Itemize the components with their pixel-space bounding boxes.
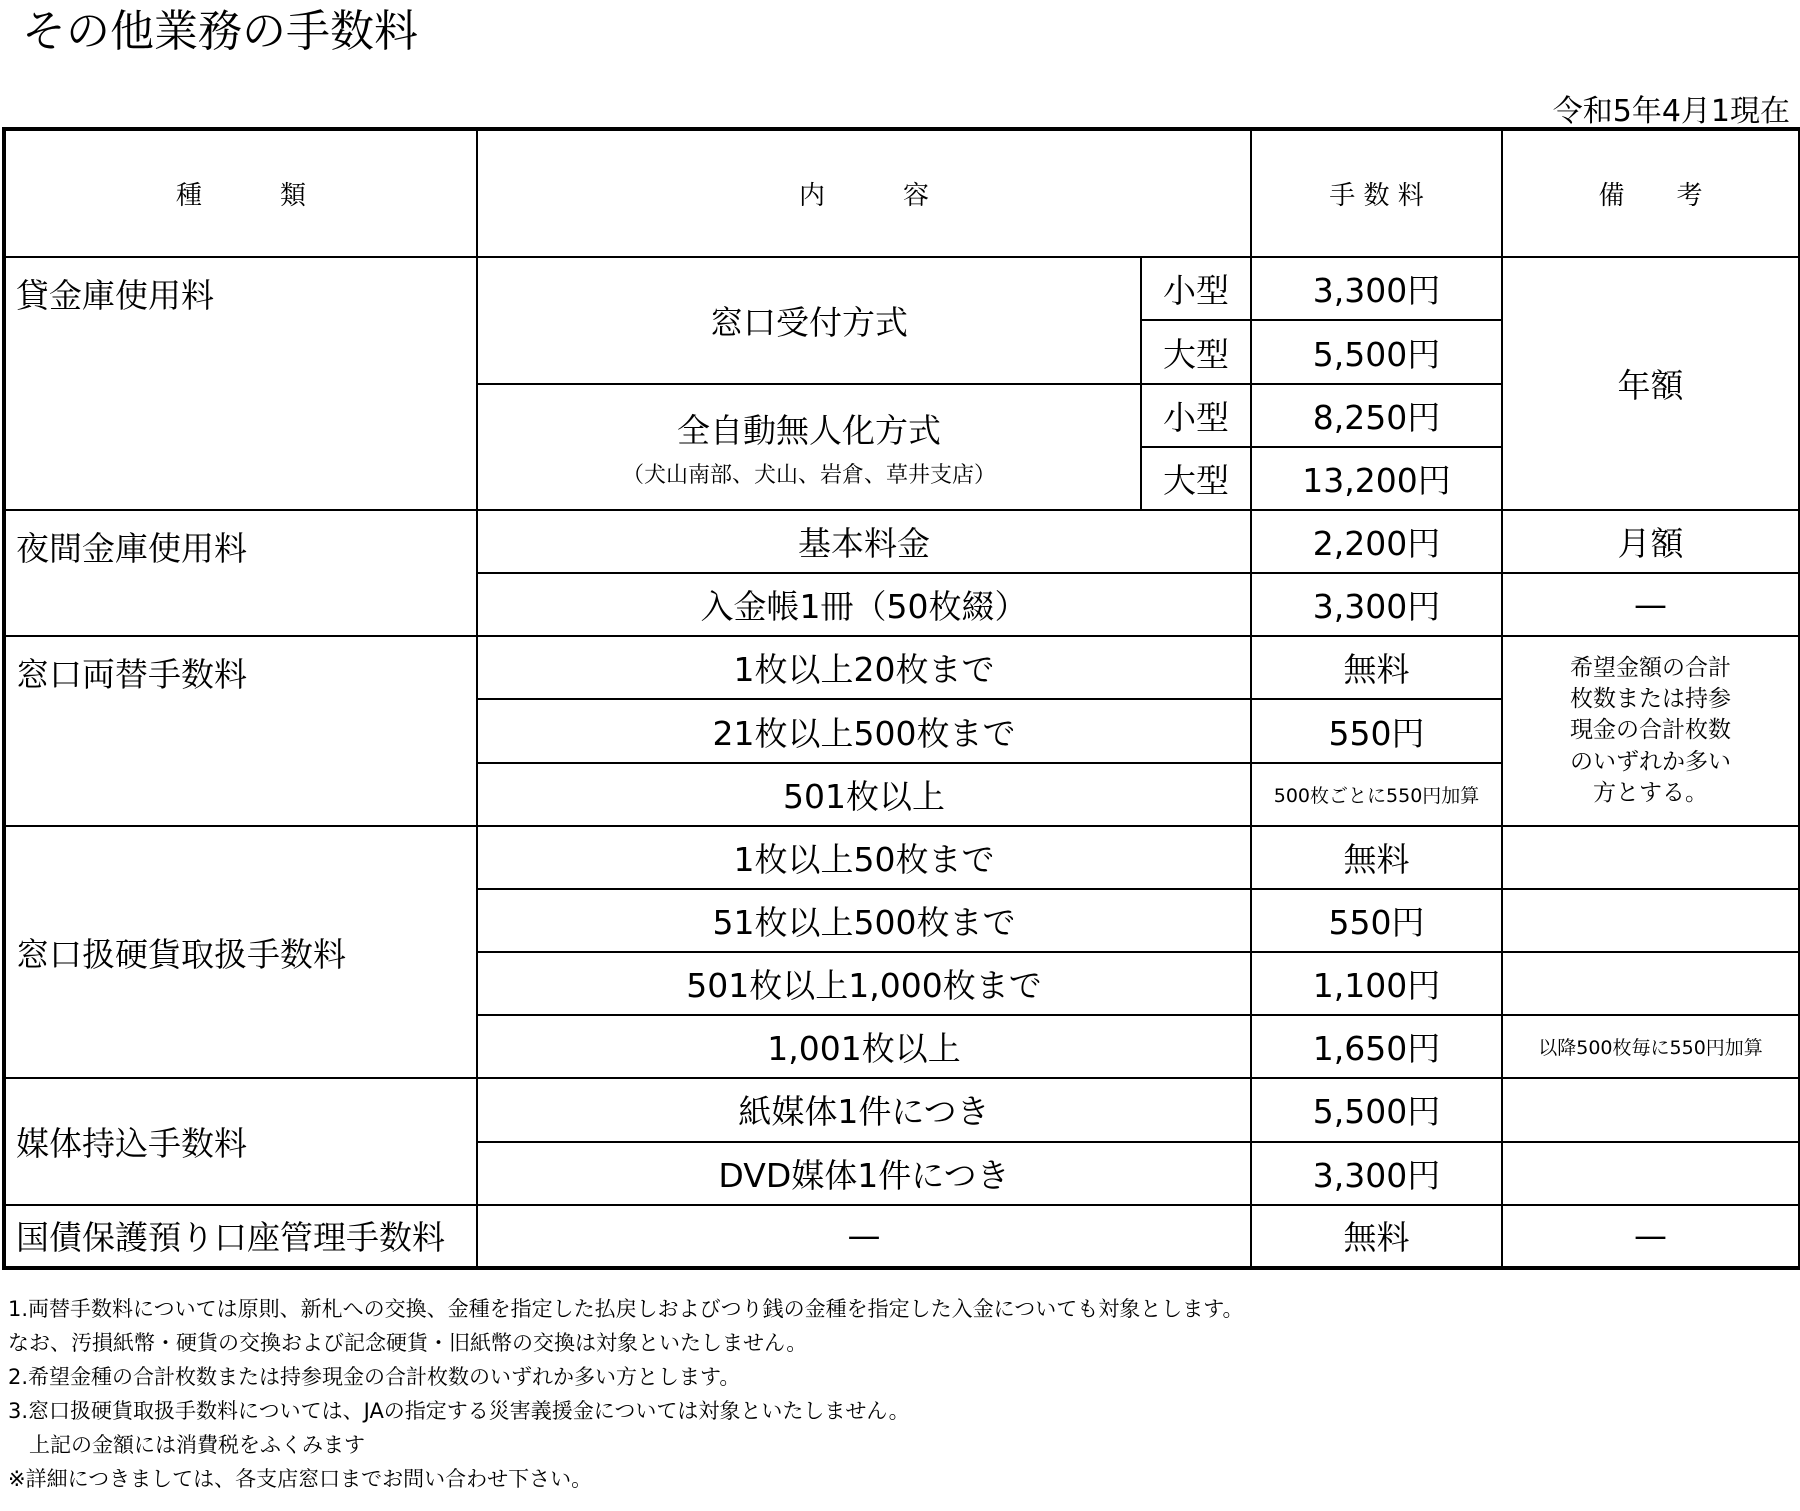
table-header-row <box>4 129 1800 257</box>
size-large: 大型 <box>1141 320 1251 383</box>
content-cell: 入金帳1冊（50枚綴） <box>477 573 1251 636</box>
note-exchange <box>1502 636 1800 825</box>
header-fee: 手 数 料 <box>1251 129 1502 257</box>
fee-cell: 2,200円 <box>1251 510 1502 573</box>
content-cell: 21枚以上500枚まで <box>477 699 1251 762</box>
fee-cell: 3,300円 <box>1251 257 1502 320</box>
header-content: 内 容 <box>477 129 1251 257</box>
fee-cell: 5,500円 <box>1251 320 1502 383</box>
content-counter-method: 窓口受付方式 <box>477 257 1141 383</box>
note-cell <box>1502 826 1800 889</box>
fee-cell: 5,500円 <box>1251 1078 1502 1141</box>
fee-cell: 550円 <box>1251 699 1502 762</box>
note-cell <box>1502 1078 1800 1141</box>
content-cell: 501枚以上1,000枚まで <box>477 952 1251 1015</box>
table-row <box>4 257 1800 320</box>
note-monthly: 月額 <box>1502 510 1800 573</box>
fee-cell: 1,650円 <box>1251 1015 1502 1078</box>
type-jgb: 国債保護預り口座管理手数料 <box>4 1205 477 1268</box>
table-row <box>4 510 1800 573</box>
fee-cell: 無料 <box>1251 1205 1502 1268</box>
content-cell: 51枚以上500枚まで <box>477 889 1251 952</box>
as-of-date: 令和5年4月1現在 <box>1552 94 1790 129</box>
size-small: 小型 <box>1141 257 1251 320</box>
content-cell: 基本料金 <box>477 510 1251 573</box>
content-cell: 1枚以上50枚まで <box>477 826 1251 889</box>
header-type: 種 類 <box>4 129 477 257</box>
fee-table <box>2 127 1800 1270</box>
fee-cell: 500枚ごとに550円加算 <box>1251 763 1502 826</box>
type-coin: 窓口扱硬貨取扱手数料 <box>4 826 477 1079</box>
content-cell: 1枚以上20枚まで <box>477 636 1251 699</box>
table-row <box>4 826 1800 889</box>
content-cell: DVD媒体1件につき <box>477 1142 1251 1205</box>
fee-cell: 無料 <box>1251 826 1502 889</box>
type-exchange: 窓口両替手数料 <box>4 636 477 825</box>
fee-cell: 3,300円 <box>1251 1142 1502 1205</box>
note-line: 希望金額の合計 <box>1570 655 1732 682</box>
note-cell: — <box>1502 1205 1800 1268</box>
auto-method-branches: （犬山南部、犬山、岩倉、草井支店） <box>621 462 996 488</box>
footnote-line: ※詳細につきましては、各支店窓口までお問い合わせ下さい。 <box>8 1467 593 1491</box>
note-cell <box>1502 1142 1800 1205</box>
footnote-line: 3.窓口扱硬貨取扱手数料については、JAの指定する災害義援金については対象といたしません。 <box>8 1399 910 1423</box>
note-line: 現金の合計枚数 <box>1570 717 1732 744</box>
size-small: 小型 <box>1141 384 1251 447</box>
type-media: 媒体持込手数料 <box>4 1078 477 1204</box>
note-annual: 年額 <box>1502 257 1800 510</box>
note-cell: 以降500枚毎に550円加算 <box>1502 1015 1800 1078</box>
note-line: 枚数または持参 <box>1570 686 1732 713</box>
fee-cell: 3,300円 <box>1251 573 1502 636</box>
note-line: のいずれか多い <box>1570 748 1732 775</box>
auto-method-label: 全自動無人化方式 <box>677 410 941 450</box>
table-row <box>4 636 1800 699</box>
content-cell: 501枚以上 <box>477 763 1251 826</box>
footnote-line: 上記の金額には消費税をふくみます <box>8 1433 365 1457</box>
header-note: 備 考 <box>1502 129 1800 257</box>
fee-cell: 1,100円 <box>1251 952 1502 1015</box>
size-large: 大型 <box>1141 447 1251 510</box>
table-row <box>4 1078 1800 1141</box>
footnotes <box>8 1292 1244 1496</box>
content-cell: 1,001枚以上 <box>477 1015 1251 1078</box>
content-cell: 紙媒体1件につき <box>477 1078 1251 1141</box>
note-dash: — <box>1502 573 1800 636</box>
fee-cell: 無料 <box>1251 636 1502 699</box>
footnote-line: 1.両替手数料については原則、新札への交換、金種を指定した払戻しおよびつり銭の金種を指定した入金についても対象とします。 <box>8 1297 1244 1321</box>
content-auto-method <box>477 384 1141 510</box>
note-cell <box>1502 952 1800 1015</box>
note-cell <box>1502 889 1800 952</box>
page-title: その他業務の手数料 <box>22 6 418 57</box>
footnote-line: なお、汚損紙幣・硬貨の交換および記念硬貨・旧紙幣の交換は対象といたしません。 <box>8 1331 808 1355</box>
fee-cell: 550円 <box>1251 889 1502 952</box>
table-row <box>4 1205 1800 1268</box>
type-safe-rental: 貸金庫使用料 <box>4 257 477 510</box>
note-line: 方とする。 <box>1593 779 1709 806</box>
fee-cell: 13,200円 <box>1251 447 1502 510</box>
type-night-safe: 夜間金庫使用料 <box>4 510 477 636</box>
fee-cell: 8,250円 <box>1251 384 1502 447</box>
footnote-line: 2.希望金種の合計枚数または持参現金の合計枚数のいずれか多い方とします。 <box>8 1365 741 1389</box>
content-cell: — <box>477 1205 1251 1268</box>
